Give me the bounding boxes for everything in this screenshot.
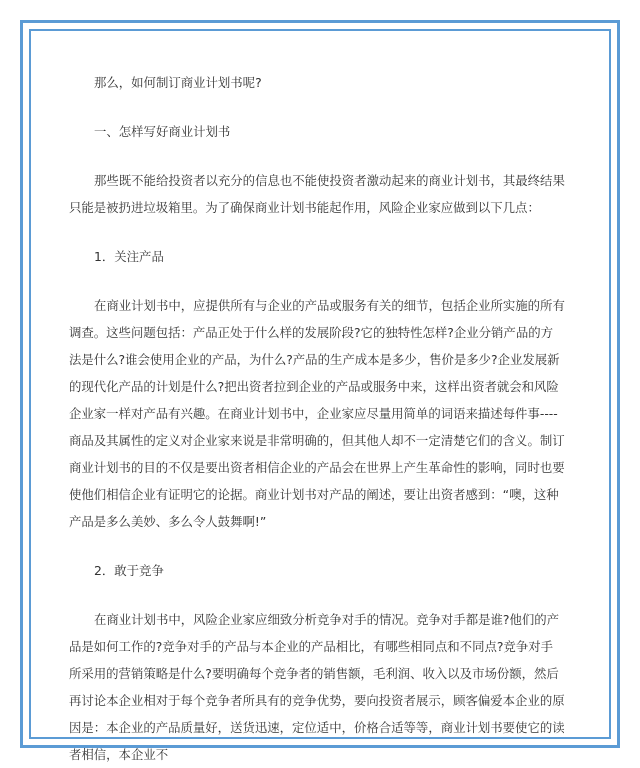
paragraph-intro: 那些既不能给投资者以充分的信息也不能使投资者激动起来的商业计划书，其最终结果只能是被扔进垃圾箱里。为了确保商业计划书能起作用，风险企业家应做到以下几点： — [69, 173, 565, 215]
paragraph-competition: 在商业计划书中，风险企业家应细致分析竞争对手的情况。竞争对手都是谁?他们的产品是如何工作的?竞争对手的产品与本企业的产品相比，有哪些相同点和不同点?竞争对手所采用的营销策略是什么?要明确每个竞争者的销售额，毛利润、收入以及市场份额，然后再讨论本企业相对于每个竞争者所具有的竞争优势，要向投资者展示，顾客偏爱本企业的原因是：本企业的产品质量好，送货迅速，定位适中，价格合适等等，商业计划书要使它的读者相信，本企业不 — [69, 612, 565, 762]
inner-frame — [29, 29, 611, 762]
article-body — [69, 69, 565, 768]
section-heading: 一、怎样写好商业计划书 — [94, 124, 231, 139]
sub-heading-product: 1．关注产品 — [94, 249, 164, 264]
paragraph-product: 在商业计划书中，应提供所有与企业的产品或服务有关的细节，包括企业所实施的所有调查。这些问题包括：产品正处于什么样的发展阶段?它的独特性怎样?企业分销产品的方法是什么?谁会使用企业的产品，为什么?产品的生产成本是多少，售价是多少?企业发展新的现代化产品的计划是什么?把出资者拉到企业的产品或服务中来，这样出资者就会和风险企业家一样对产品有兴趣。在商业计划书中，企业家应尽量用简单的词语来描述每件事----商品及其属性的定义对企业家来说是非常明确的，但其他人却不一定清楚它们的含义。制订商业计划书的目的不仅是要出资者相信企业的产品会在世界上产生革命性的影响，同时也要使他们相信企业有证明它的论据。商业计划书对产品的阐述，要让出资者感到：“噢，这种产品是多么美妙、多么令人鼓舞啊!” — [69, 298, 565, 529]
sub-heading-competition: 2．敢于竞争 — [94, 563, 164, 578]
intro-question: 那么，如何制订商业计划书呢? — [94, 75, 262, 90]
outer-frame — [20, 20, 620, 762]
